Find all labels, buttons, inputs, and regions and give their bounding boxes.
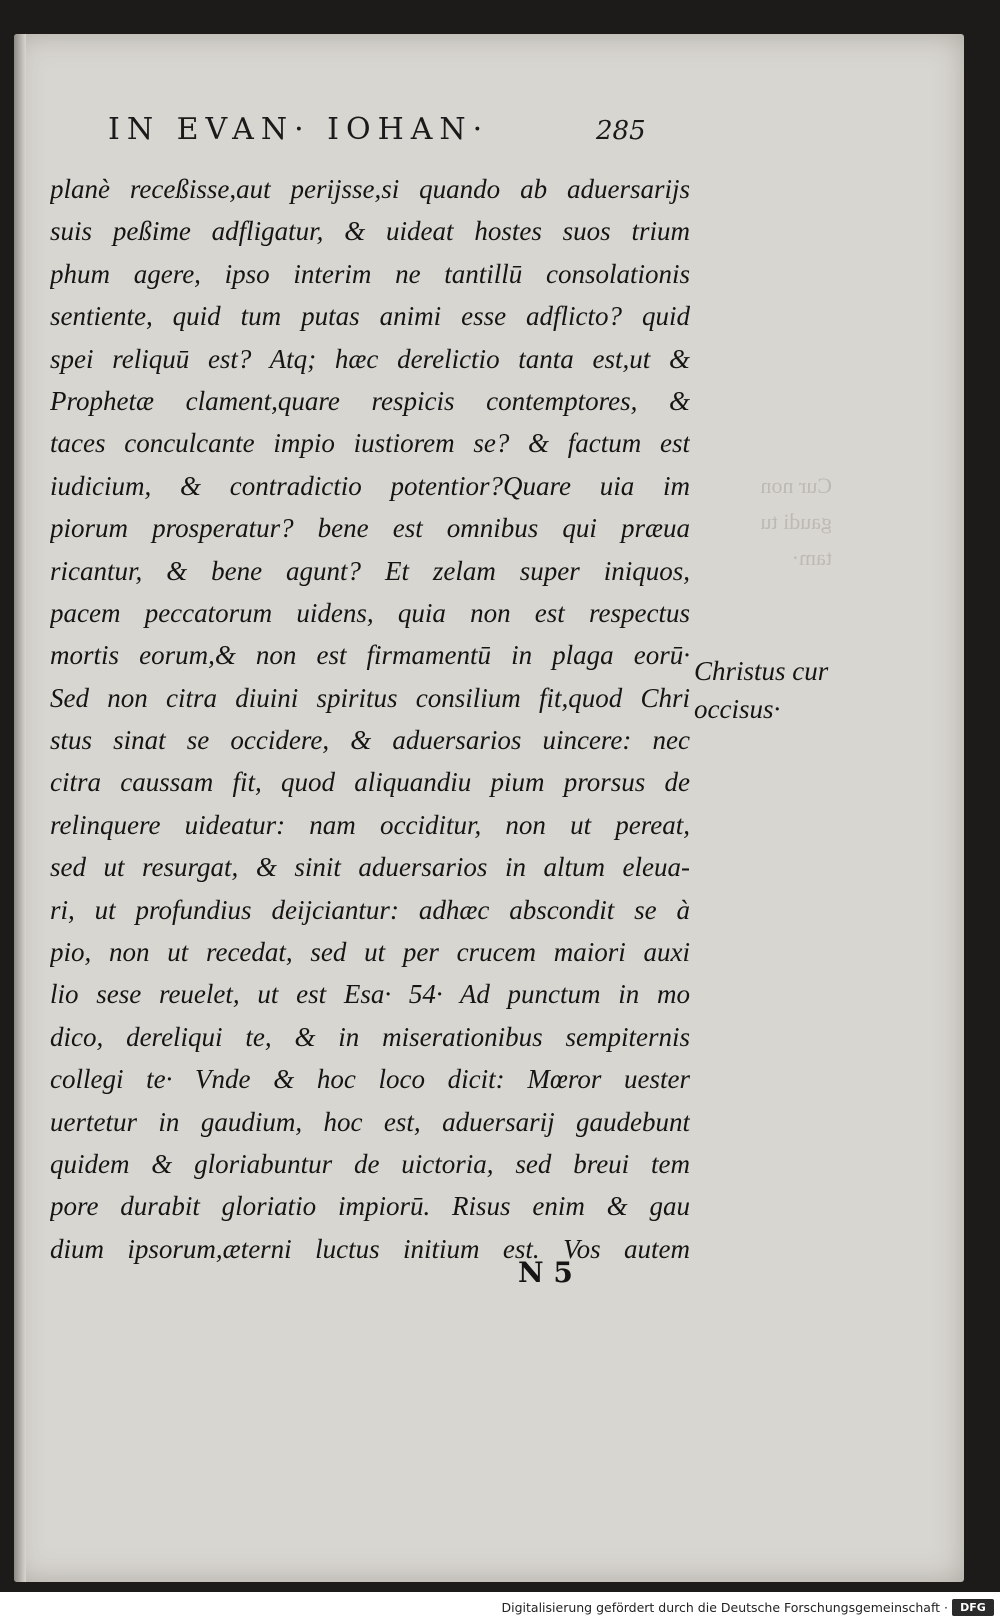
marginal-note-line: occisus· [694,694,781,724]
marginal-note-line: Christus cur [694,656,829,686]
text-line: collegi te· Vnde & hoc loco dicit: Mœror uester [50,1064,690,1095]
text-line: pacem peccatorum uidens, quia non est respectus [50,597,690,628]
text-line: phum agere, ipso interim ne tantillū consolationis [50,258,690,289]
text-line: planè receßisse,aut perijsse,si quando ab aduersarijs [50,174,690,204]
text-line: pio, non ut recedat, sed ut per crucem maiori auxi [50,937,690,968]
page-number: 285 [596,116,646,146]
marginal-note [694,652,854,728]
dfg-logo: DFG [952,1599,994,1616]
signature-mark: N 5 [518,1256,573,1289]
text-line: ricantur, & bene agunt? Et zelam super iniquos, [50,555,690,586]
text-line: iudicium, & contradictio potentior?Quare uia im [50,470,690,501]
text-line: pore durabit gloriatio impiorū. Risus enim & gau [50,1191,690,1222]
text-line: relinquere uideatur: nam occiditur, non ut pereat, [50,809,690,840]
text-line: spei reliquū est? Atq; hæc derelictio tanta est,ut & [50,343,690,374]
text-line: piorum prosperatur? bene est omnibus qui præua [50,513,690,544]
text-line: dico, dereliqui te, & in miserationibus sempiternis [50,1021,690,1052]
bleed-through-text [692,468,832,576]
page-gutter-shadow [14,34,26,1582]
text-line: stus sinat se occidere, & aduersarios uincere: nec [50,725,690,756]
text-line: taces conculcante impio iustiorem se? & factum est [50,428,690,459]
bleed-line: Cur non [760,473,832,498]
funding-credit: Digitalisierung gefördert durch die Deutsche Forschungsgemeinschaft · [501,1600,948,1615]
text-line: quidem & gloriabuntur de uictoria, sed breui tem [50,1148,690,1179]
text-line: citra caussam fit, quod aliquandiu pium prorsus de [50,767,690,798]
text-line: Prophetæ clament,quare respicis contemptores, & [50,385,690,416]
text-line: mortis eorum,& non est firmamentū in plaga eorū· [50,640,690,671]
text-line: dium ipsorum,æterni luctus initium est. Vos autem [50,1233,690,1264]
bleed-line: gaudi tu [760,509,832,534]
text-line: sed ut resurgat, & sinit aduersarios in altum eleua- [50,852,690,883]
text-line: Sed non citra diuini spiritus consilium fit,quod Chri [50,682,690,713]
text-line: ri, ut profundius deijciantur: adhæc abscondit se à [50,894,690,925]
text-line: uertetur in gaudium, hoc est, aduersarij gaudebunt [50,1106,690,1137]
text-line: sentiente, quid tum putas animi esse adflicto? quid [50,301,690,332]
bleed-line: tam· [791,545,832,570]
body-text [50,168,690,1270]
text-line: lio sese reuelet, ut est Esa· 54· Ad punctum in mo [50,979,690,1010]
footer-bar [0,1592,1000,1624]
text-line: suis peßime adfligatur, & uideat hostes suos trium [50,216,690,247]
running-title: IN EVAN· IOHAN· [108,112,490,147]
